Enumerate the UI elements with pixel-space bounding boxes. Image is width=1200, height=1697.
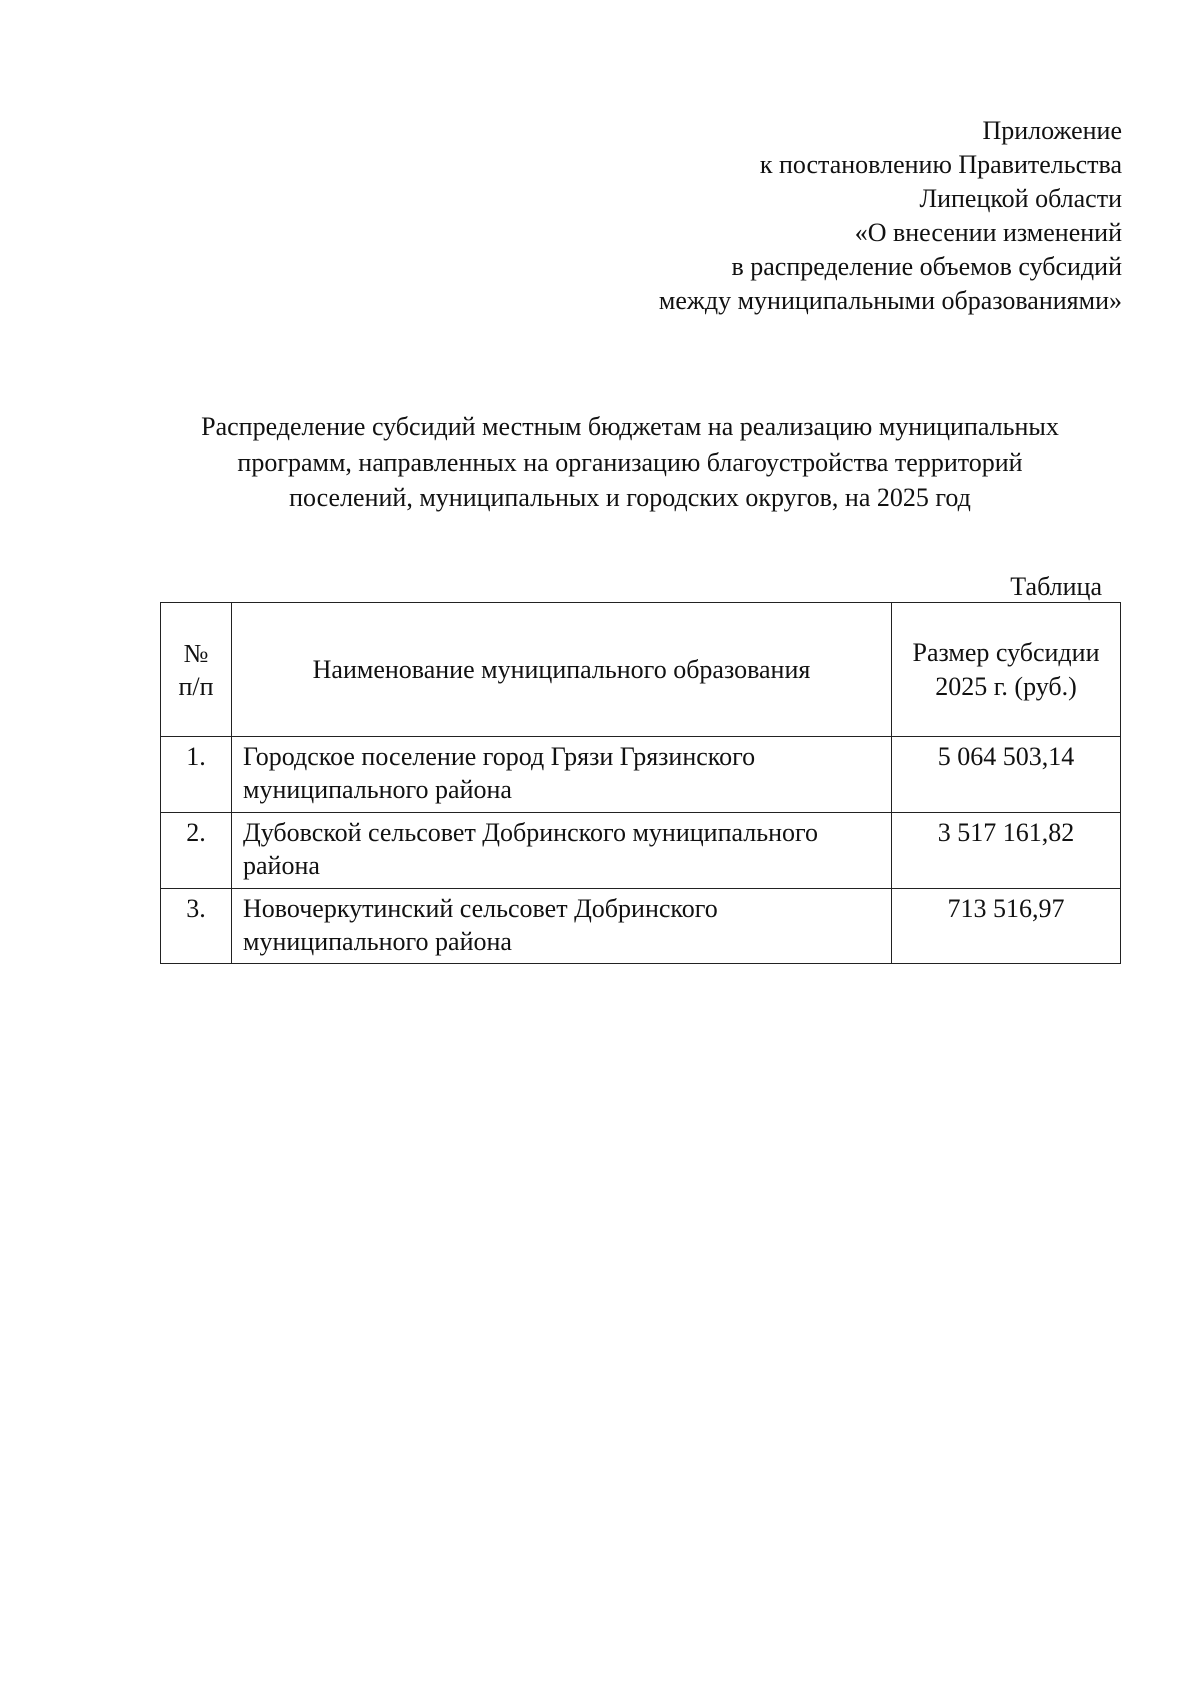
row-number: 3. (161, 889, 232, 964)
header-amount-line: Размер субсидии (912, 637, 1100, 667)
municipality-line: муниципального района (243, 927, 512, 956)
header-number (161, 603, 232, 737)
row-number: 1. (161, 737, 232, 813)
row-municipality (232, 889, 892, 964)
appendix-line: Липецкой области (919, 184, 1122, 213)
row-amount: 3 517 161,82 (892, 813, 1121, 889)
row-municipality (232, 737, 892, 813)
table-row (161, 813, 1121, 889)
appendix-line: «О внесении изменений (854, 218, 1122, 247)
table-row (161, 737, 1121, 813)
table-row (161, 889, 1121, 964)
row-municipality (232, 813, 892, 889)
municipality-line: района (243, 851, 320, 880)
document-title (150, 409, 1110, 516)
header-amount-line: 2025 г. (руб.) (935, 671, 1077, 701)
appendix-line: между муниципальными образованиями» (658, 286, 1122, 315)
appendix-header (659, 114, 1122, 318)
municipality-line: Дубовской сельсовет Добринского муниципального (243, 818, 819, 847)
row-number: 2. (161, 813, 232, 889)
subsidies-table (160, 602, 1121, 964)
row-amount: 5 064 503,14 (892, 737, 1121, 813)
appendix-line: к постановлению Правительства (759, 150, 1122, 179)
title-line: поселений, муниципальных и городских округов, на 2025 год (289, 483, 971, 512)
title-line: программ, направленных на организацию благоустройства территорий (237, 447, 1023, 477)
header-number-symbol: № (183, 638, 209, 668)
header-number-label: п/п (178, 671, 214, 701)
municipality-line: Городское поселение город Грязи Грязинского (243, 742, 756, 771)
table-header-row (161, 603, 1121, 737)
title-line: Распределение субсидий местным бюджетам на реализацию муниципальных (201, 412, 1059, 441)
header-amount (892, 603, 1121, 737)
header-name-label: Наименование муниципального образования (312, 655, 811, 684)
municipality-line: Новочеркутинский сельсовет Добринского (243, 894, 718, 923)
appendix-line: Приложение (982, 116, 1122, 145)
municipality-line: муниципального района (243, 775, 512, 804)
row-amount: 713 516,97 (892, 889, 1121, 964)
appendix-line: в распределение объемов субсидий (731, 252, 1122, 281)
header-name (232, 603, 892, 737)
table-caption: Таблица (1010, 572, 1102, 601)
